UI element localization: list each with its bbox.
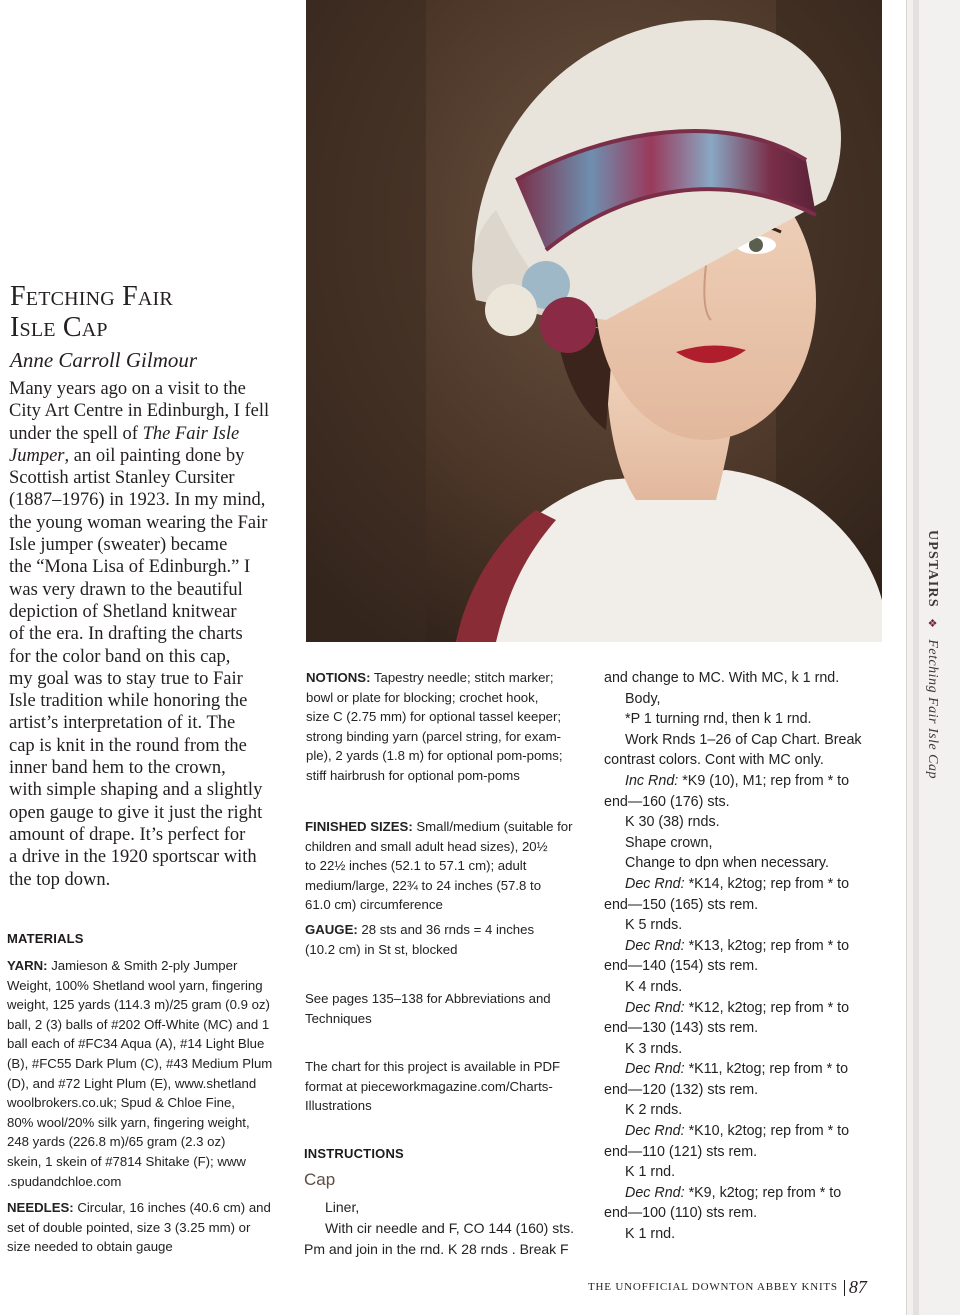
yarn-line <box>7 956 297 976</box>
finished-line <box>305 856 595 876</box>
yarn-line-text: skein, 1 skein of #7814 Shitake (F); www <box>7 1153 246 1169</box>
cap-line: With cir needle and F, CO 144 (160) sts. <box>325 1220 574 1236</box>
instruction-text: end—130 (143) sts rem. <box>604 1020 759 1037</box>
cap-instructions-continued <box>604 668 904 1245</box>
side-label-title: Fetching Fair Isle Cap <box>925 639 940 780</box>
yarn-line <box>7 1132 297 1152</box>
chart-availability-note <box>305 1057 595 1116</box>
instruction-text: Work Rnds 1–26 of Cap Chart. Break <box>625 731 862 748</box>
yarn-line <box>7 1074 297 1094</box>
instruction-line <box>604 1080 904 1101</box>
finished-line <box>305 895 595 915</box>
instruction-text: K 5 rnds. <box>625 917 683 934</box>
footer-book-title: THE UNOFFICIAL DOWNTON ABBEY KNITS <box>588 1281 838 1294</box>
yarn-line-text: Weight, 100% Shetland wool yarn, fingering <box>7 977 263 993</box>
intro-line: Many years ago on a visit to the <box>9 379 246 399</box>
instruction-line <box>604 936 904 957</box>
see-pages-line-text: See pages 135–138 for Abbreviations and <box>305 991 551 1006</box>
see-pages-line <box>305 989 595 1009</box>
yarn-line <box>7 995 297 1015</box>
yarn-line <box>7 1034 297 1054</box>
notions-line-text: strong binding yarn (parcel string, for exam- <box>306 728 562 744</box>
round-label: Dec Rnd: <box>625 875 685 892</box>
footer-divider <box>844 1280 845 1296</box>
intro-text: , an oil painting done by <box>64 445 245 466</box>
cap-photo-illustration <box>306 0 882 642</box>
yarn-line-text: 80% wool/20% silk yarn, fingering weight, <box>7 1114 250 1130</box>
chart-note-line-text: format at pieceworkmagazine.com/Charts- <box>305 1078 553 1094</box>
instruction-text: *K9 (10), M1; rep from * to <box>678 772 850 789</box>
finished-line-text: Small/medium (suitable for <box>412 819 573 834</box>
cap-subheading: Cap <box>304 1170 336 1189</box>
instruction-text: K 3 rnds. <box>625 1040 683 1057</box>
gauge-line <box>305 940 595 960</box>
instruction-line <box>604 750 904 771</box>
yarn-line-text: Jamieson & Smith 2-ply Jumper <box>47 958 238 973</box>
finished-line-label: FINISHED SIZES: <box>305 819 413 834</box>
round-label: Inc Rnd: <box>625 772 679 789</box>
instruction-line <box>604 956 904 977</box>
notions-spec <box>306 668 596 786</box>
yarn-line-text: .spudandchloe.com <box>7 1173 122 1189</box>
round-label: Dec Rnd: <box>625 937 685 954</box>
article-title <box>10 281 300 343</box>
round-label: Dec Rnd: <box>625 1123 685 1140</box>
intro-line <box>9 445 297 467</box>
side-label-text <box>924 530 940 779</box>
intro-line: Scottish artist Stanley Cursiter <box>9 468 235 489</box>
see-pages-note <box>305 989 595 1028</box>
cap-line: Liner, <box>325 1199 360 1215</box>
instruction-text: *P 1 turning rnd, then k 1 rnd. <box>625 711 812 728</box>
cap-photo <box>306 0 882 642</box>
instruction-text: *K11, k2tog; rep from * to <box>684 1061 849 1078</box>
title-line-1: Fetching Fair <box>10 281 173 312</box>
instruction-line <box>604 1121 904 1142</box>
instruction-line <box>604 895 904 916</box>
instruction-line <box>604 853 904 874</box>
instruction-text: *K13, k2tog; rep from * to <box>684 937 850 954</box>
finished-line <box>305 817 595 837</box>
intro-line: was very drawn to the beautiful <box>9 579 243 600</box>
intro-line: my goal was to stay true to Fair <box>9 668 243 689</box>
intro-line: of the era. In drafting the charts <box>9 624 243 645</box>
title-line-2: Isle Cap <box>10 312 108 343</box>
yarn-line-text: ball each of #FC34 Aqua (A), #14 Light Blue <box>7 1036 265 1052</box>
instruction-line <box>604 874 904 895</box>
instruction-line <box>604 998 904 1019</box>
intro-line: City Art Centre in Edinburgh, I fell <box>9 401 270 422</box>
instruction-line <box>604 812 904 833</box>
instruction-text: end—160 (176) sts. <box>604 793 730 810</box>
side-label-separator: ❖ <box>926 616 938 631</box>
notions-line <box>306 746 596 766</box>
cap-line: Pm and join in the rnd. K 28 rnds . Break F <box>304 1241 569 1257</box>
finished-line-text: medium/large, 22¾ to 24 inches (57.8 to <box>305 877 542 893</box>
instruction-text: end—140 (154) sts rem. <box>604 958 759 975</box>
gauge-line-text: (10.2 cm) in St st, blocked <box>305 941 458 957</box>
instructions-heading: INSTRUCTIONS <box>304 1146 404 1161</box>
page-footer <box>588 1277 888 1298</box>
notions-line-text: size C (2.75 mm) for optional tassel keeper; <box>306 709 562 725</box>
article-author: Anne Carroll Gilmour <box>10 348 198 372</box>
instruction-line <box>604 1100 904 1121</box>
instruction-text: K 1 rnd. <box>625 1226 676 1243</box>
intro-line: cap is knit in the round from the <box>9 735 247 756</box>
needles-line-text: Circular, 16 inches (40.6 cm) and <box>73 1200 271 1215</box>
notions-line-text: Tapestry needle; stitch marker; <box>370 670 554 685</box>
yarn-line-label: YARN: <box>7 958 48 973</box>
chart-note-line <box>305 1057 595 1077</box>
instruction-text: and change to MC. With MC, k 1 rnd. <box>604 670 840 686</box>
intro-line: a drive in the 1920 sportscar with <box>9 847 257 868</box>
instruction-line <box>604 771 904 792</box>
gauge-line <box>305 920 595 940</box>
cap-instructions <box>304 1197 594 1260</box>
yarn-line-text: ball, 2 (3) balls of #202 Off-White (MC) and 1 <box>7 1016 270 1032</box>
yarn-line <box>7 1015 297 1035</box>
instruction-line <box>604 792 904 813</box>
yarn-line <box>7 1093 297 1113</box>
instruction-line <box>604 689 904 710</box>
intro-line: Isle tradition while honoring the <box>9 691 248 712</box>
intro-italic-title: Jumper <box>9 445 65 466</box>
round-label: Dec Rnd: <box>625 1061 685 1078</box>
side-label-section: UPSTAIRS <box>925 530 940 608</box>
intro-line: artist’s interpretation of it. The <box>9 713 236 734</box>
yarn-line <box>7 1054 297 1074</box>
yarn-line-text: weight, 125 yards (114.3 m)/25 gram (0.9 oz) <box>7 997 270 1013</box>
intro-line: depiction of Shetland knitwear <box>9 601 237 622</box>
instruction-line <box>604 668 904 689</box>
gauge-line-label: GAUGE: <box>305 922 358 937</box>
intro-paragraph <box>9 378 297 891</box>
intro-line: open gauge to give it just the right <box>9 802 263 823</box>
instruction-line <box>604 1018 904 1039</box>
chart-note-line <box>305 1077 595 1097</box>
instruction-text: K 30 (38) rnds. <box>625 814 720 831</box>
notions-line <box>306 727 596 747</box>
instruction-line <box>604 977 904 998</box>
yarn-spec <box>7 956 297 1191</box>
intro-italic-title: The Fair Isle <box>142 423 240 444</box>
needles-line <box>7 1198 297 1218</box>
intro-text: under the spell of <box>9 423 143 444</box>
notions-line <box>306 688 596 708</box>
intro-line: amount of drape. It’s perfect for <box>9 824 246 845</box>
needles-line-label: NEEDLES: <box>7 1200 74 1215</box>
instruction-line <box>604 1203 904 1224</box>
notions-line-text: stiff hairbrush for optional pom-poms <box>306 767 520 783</box>
round-label: Dec Rnd: <box>625 1184 685 1201</box>
intro-line: the “Mona Lisa of Edinburgh.” I <box>9 557 251 578</box>
finished-line <box>305 837 595 857</box>
finished-sizes-spec <box>305 817 595 915</box>
finished-line-text: to 22½ inches (52.1 to 57.1 cm); adult <box>305 858 527 874</box>
notions-line-text: bowl or plate for blocking; crochet hook, <box>306 689 539 705</box>
round-label: Dec Rnd: <box>625 999 685 1016</box>
needles-line-text: set of double pointed, size 3 (3.25 mm) or <box>7 1219 251 1235</box>
instruction-text: *K12, k2tog; rep from * to <box>684 999 850 1016</box>
instruction-text: end—100 (110) sts rem. <box>604 1205 758 1222</box>
instruction-text: end—110 (121) sts rem. <box>604 1143 758 1160</box>
gauge-line-text: 28 sts and 36 rnds = 4 inches <box>357 922 535 937</box>
instruction-text: end—120 (132) sts rem. <box>604 1081 759 1098</box>
chart-note-line <box>305 1096 595 1116</box>
instruction-text: contrast colors. Cont with MC only. <box>604 752 824 769</box>
instruction-line <box>604 1142 904 1163</box>
yarn-line <box>7 1113 297 1133</box>
yarn-line-text: 248 yards (226.8 m)/65 gram (2.3 oz) <box>7 1134 226 1150</box>
instruction-text: *K10, k2tog; rep from * to <box>684 1123 850 1140</box>
instruction-text: Shape crown, <box>625 834 713 851</box>
intro-line: inner band hem to the crown, <box>9 758 226 779</box>
page-number: 87 <box>848 1277 867 1297</box>
yarn-line-text: (B), #FC55 Dark Plum (C), #43 Medium Plum <box>7 1055 273 1071</box>
instruction-line <box>604 1162 904 1183</box>
instruction-line <box>604 1059 904 1080</box>
intro-line: the top down. <box>9 869 111 890</box>
notions-line <box>306 707 596 727</box>
see-pages-line <box>305 1009 595 1029</box>
gauge-spec <box>305 920 595 959</box>
notions-line <box>306 668 596 688</box>
chart-note-line-text: The chart for this project is available in PDF <box>305 1059 561 1074</box>
instruction-text: *K14, k2tog; rep from * to <box>684 875 850 892</box>
finished-line <box>305 876 595 896</box>
yarn-line-text: (D), and #72 Light Plum (E), www.shetland <box>7 1075 257 1091</box>
instruction-text: K 1 rnd. <box>625 1164 676 1181</box>
intro-line: Isle jumper (sweater) became <box>9 535 228 556</box>
intro-line: with simple shaping and a slightly <box>9 780 263 801</box>
instruction-text: K 2 rnds. <box>625 1102 683 1119</box>
needles-line <box>7 1237 297 1257</box>
yarn-line <box>7 1172 297 1192</box>
yarn-line <box>7 1152 297 1172</box>
instruction-line <box>604 730 904 751</box>
intro-line: for the color band on this cap, <box>9 646 231 667</box>
finished-line-text: children and small adult head sizes), 20½ <box>305 838 548 854</box>
yarn-line-text: woolbrokers.co.uk; Spud & Chloe Fine, <box>7 1095 235 1111</box>
notions-line-text: ple), 2 yards (1.8 m) for optional pom-poms; <box>306 748 563 764</box>
instruction-line <box>604 833 904 854</box>
instruction-text: K 4 rnds. <box>625 978 683 995</box>
yarn-line <box>7 976 297 996</box>
needles-line-text: size needed to obtain gauge <box>7 1239 173 1255</box>
intro-line <box>9 423 297 445</box>
notions-line-label: NOTIONS: <box>306 670 371 685</box>
notions-line <box>306 766 596 786</box>
intro-line: the young woman wearing the Fair <box>9 512 268 533</box>
instruction-line <box>604 709 904 730</box>
materials-heading: MATERIALS <box>7 931 84 946</box>
instruction-line <box>604 1039 904 1060</box>
instruction-text: end—150 (165) sts rem. <box>604 896 759 913</box>
finished-line-text: 61.0 cm) circumference <box>305 897 443 913</box>
needles-line <box>7 1218 297 1238</box>
needles-spec <box>7 1198 297 1257</box>
see-pages-line-text: Techniques <box>305 1010 372 1026</box>
intro-line: (1887–1976) in 1923. In my mind, <box>9 490 266 511</box>
instruction-text: Change to dpn when necessary. <box>625 855 829 872</box>
instruction-text: *K9, k2tog; rep from * to <box>684 1184 842 1201</box>
chart-note-line-text: Illustrations <box>305 1098 372 1114</box>
instruction-text: Body, <box>625 690 661 707</box>
instruction-line <box>604 1224 904 1245</box>
instruction-line <box>604 915 904 936</box>
running-side-label <box>912 530 952 800</box>
instruction-line <box>604 1183 904 1204</box>
